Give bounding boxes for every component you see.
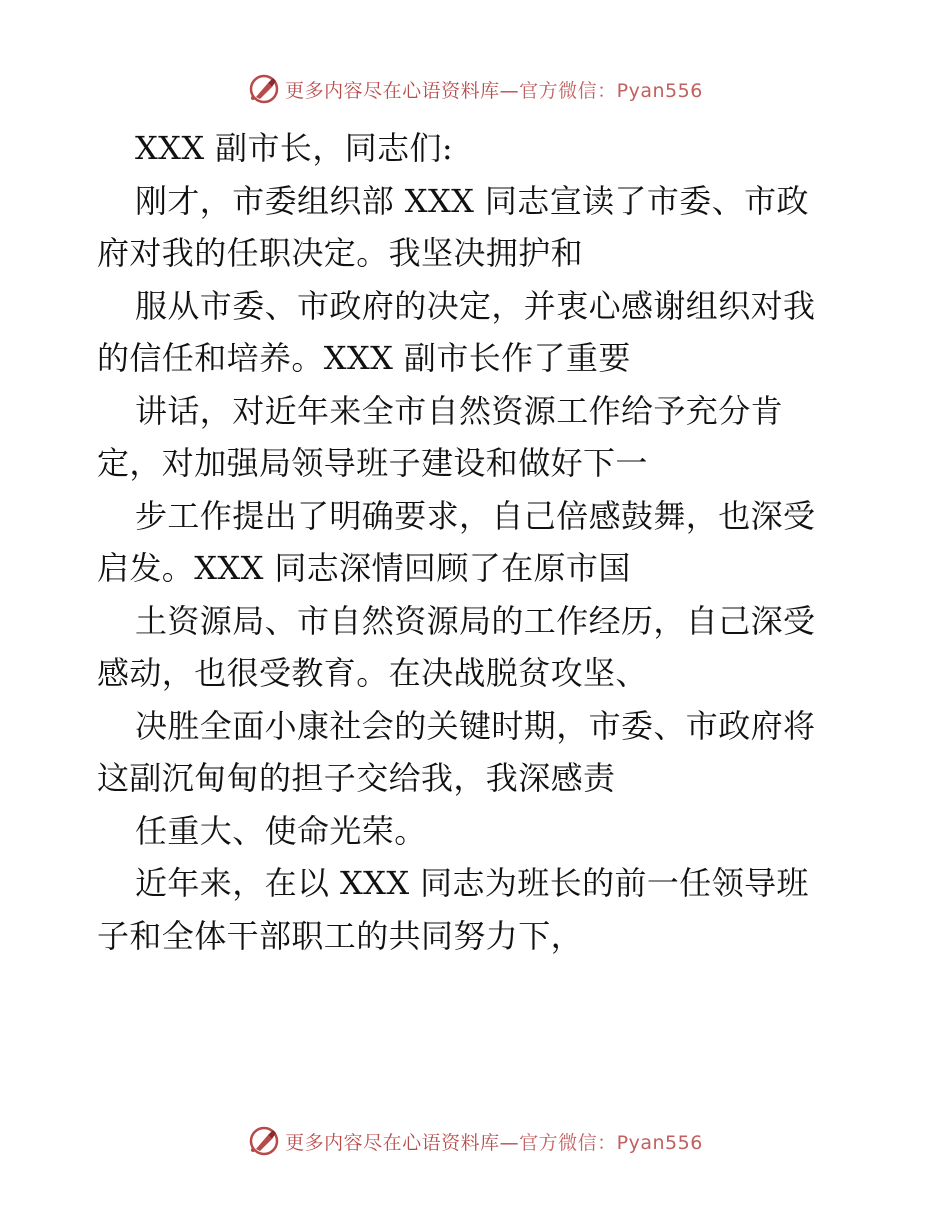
text-line: 启发。XXX 同志深情回顾了在原市国	[97, 549, 631, 587]
watermark-text: 更多内容尽在心语资料库—	[285, 79, 520, 102]
text-line: 刚才，市委组织部 XXX 同志宣读了市委、市政	[135, 181, 809, 220]
text-line: 讲话，对近年来全市自然资源工作给予充分肯	[135, 391, 784, 430]
text-line: 近年来，在以 XXX 同志为班长的前一任领导班	[135, 864, 809, 902]
watermark-text: 更多内容尽在心语资料库—	[285, 1131, 520, 1154]
watermark-wechat: 官方微信：Pyan556	[519, 1131, 703, 1154]
footer-watermark	[0, 1124, 950, 1158]
header-watermark	[0, 72, 950, 106]
text-line: XXX 副市长，同志们:	[135, 129, 454, 167]
text-line: 的信任和培养。XXX 副市长作了重要	[97, 339, 631, 377]
text-line: 服从市委、市政府的决定，并衷心感谢组织对我	[135, 286, 816, 325]
pen-nib-logo-icon	[247, 72, 281, 106]
text-line: 步工作提出了明确要求，自己倍感鼓舞，也深受	[135, 496, 816, 535]
text-line: 土资源局、市自然资源局的工作经历，自己深受	[135, 601, 816, 640]
text-line: 任重大、使命光荣。	[135, 811, 427, 850]
pen-nib-logo-icon	[247, 1124, 281, 1158]
text-line: 定，对加强局领导班子建设和做好下一	[97, 444, 648, 482]
text-line: 决胜全面小康社会的关键时期，市委、市政府将	[135, 706, 816, 745]
text-line: 感动，也很受教育。在决战脱贫攻坚、	[97, 654, 648, 692]
document-body	[97, 122, 857, 962]
text-line: 府对我的任职决定。我坚决拥护和	[97, 234, 584, 272]
text-line: 这副沉甸甸的担子交给我，我深感责	[97, 759, 616, 797]
text-line: 子和全体干部职工的共同努力下，	[97, 916, 584, 955]
watermark-wechat: 官方微信：Pyan556	[519, 79, 703, 102]
